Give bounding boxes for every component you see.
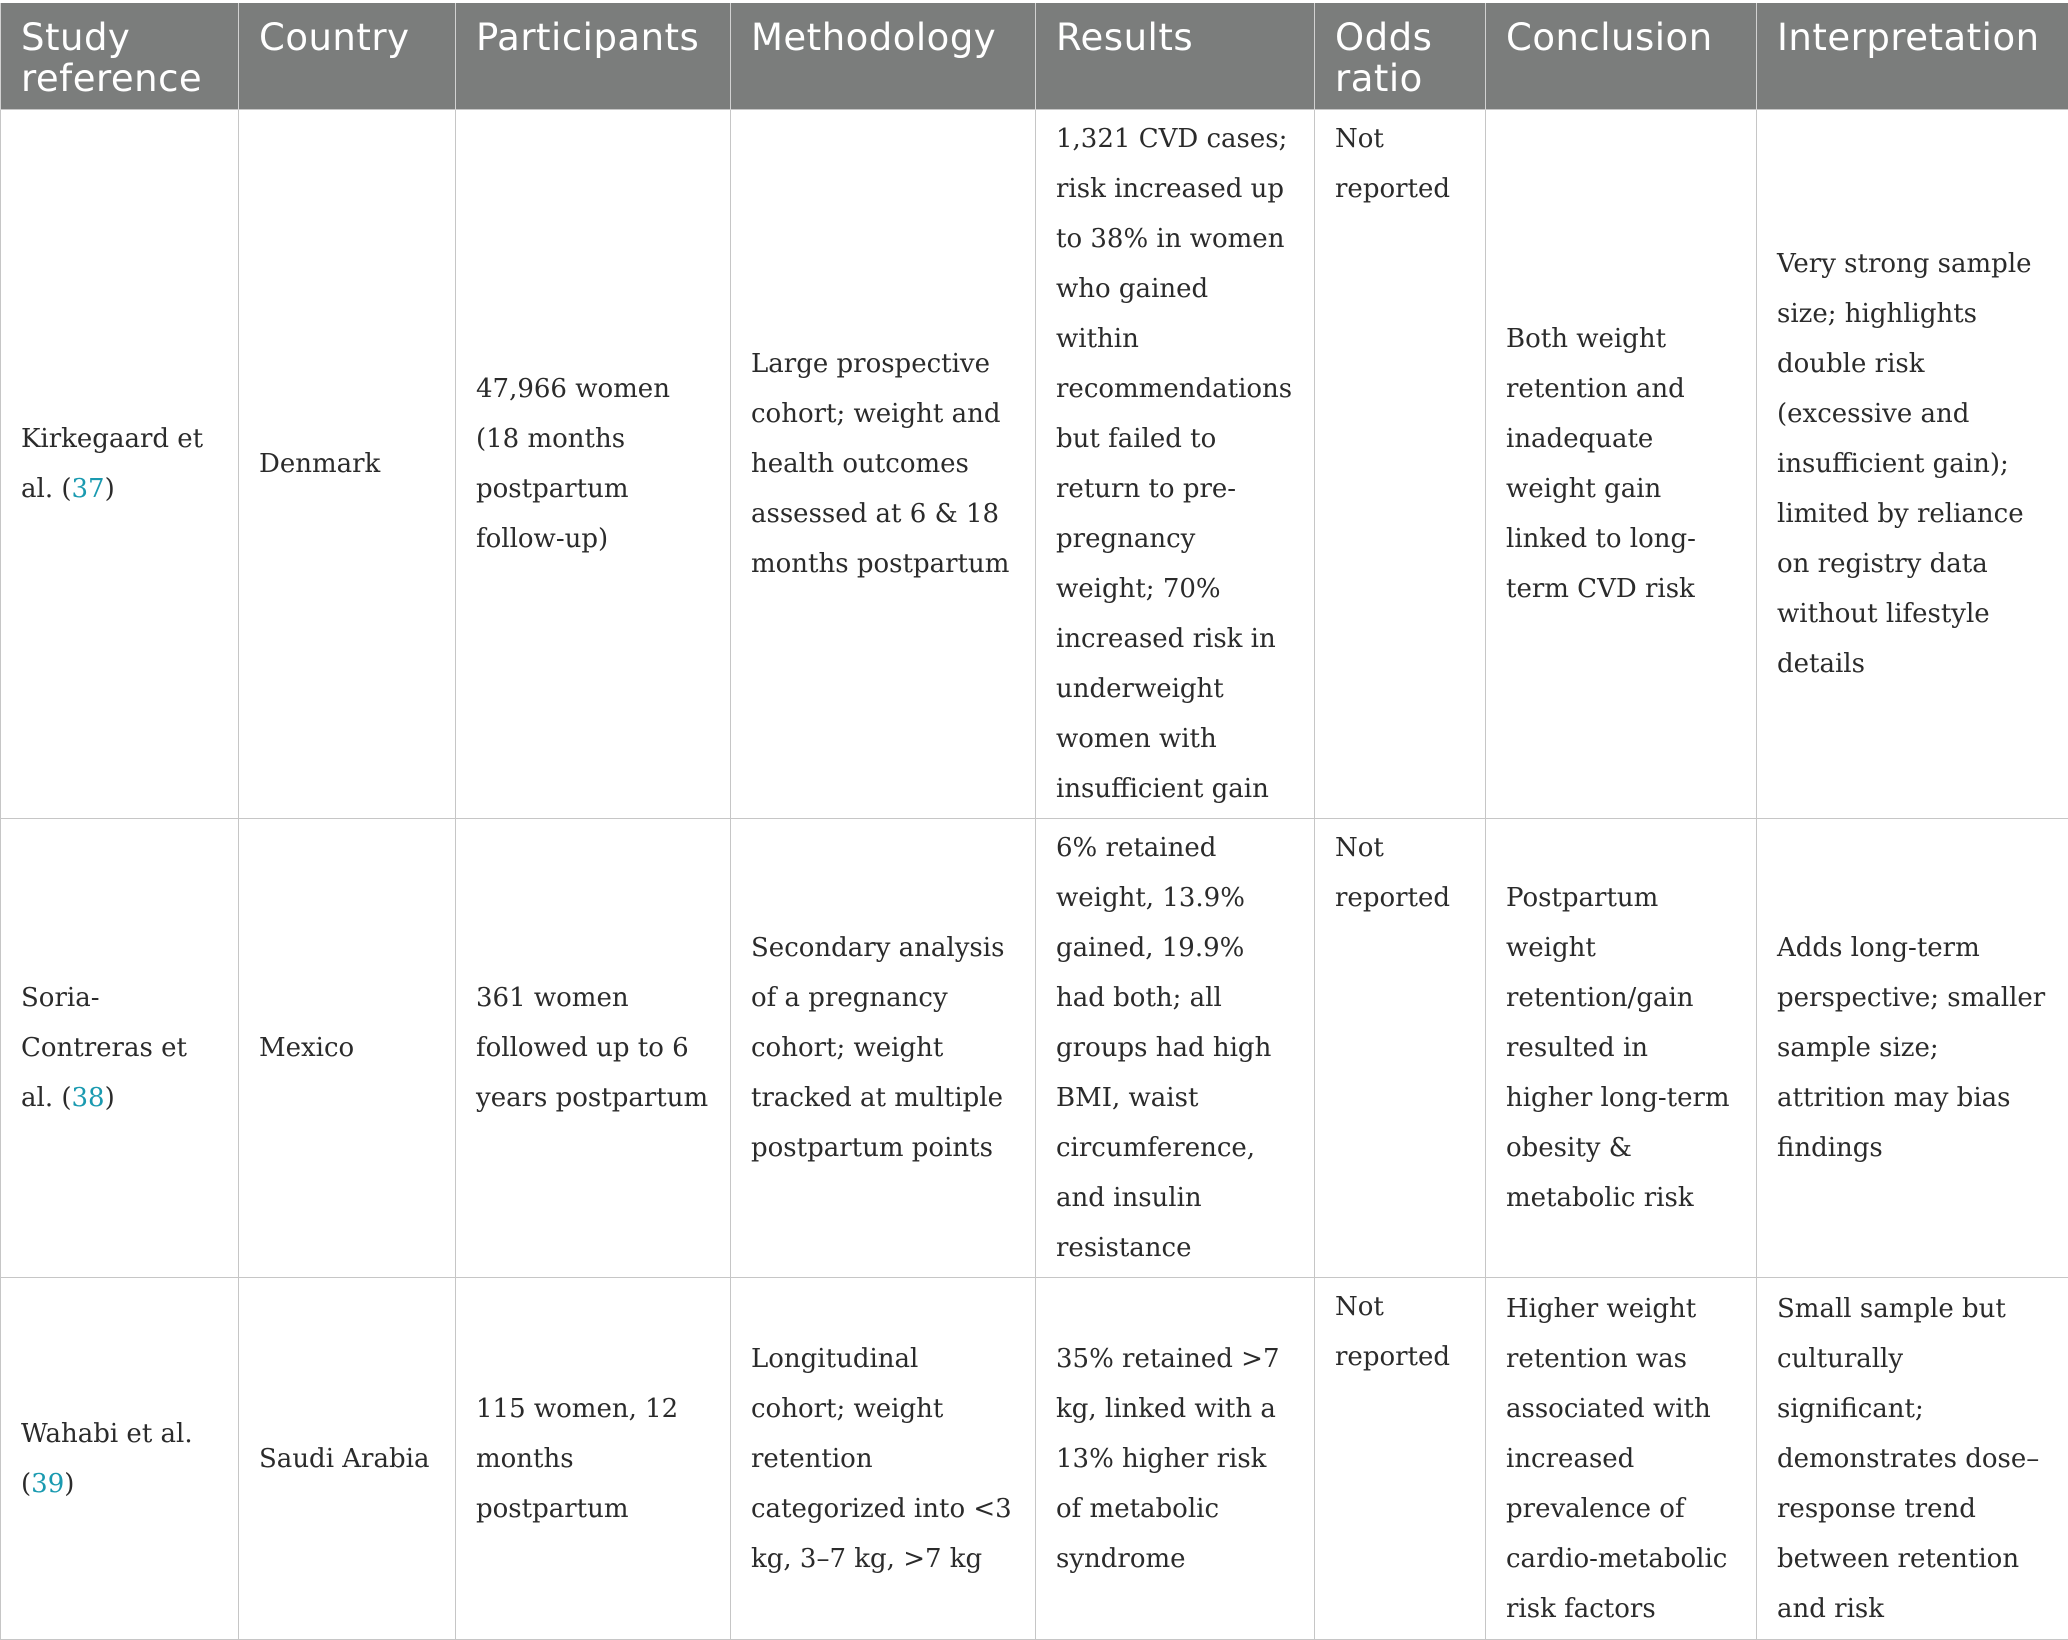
header-odds-ratio: Odds ratio [1315,3,1486,110]
header-methodology: Methodology [731,3,1036,110]
country-cell: Mexico [239,819,456,1278]
study-reference-cell: Soria-Contreras et al. (38) [1,819,239,1278]
citation-link[interactable]: 37 [72,474,105,504]
results-cell: 35% retained >7 kg, linked with a 13% higher risk of metabolic syndrome [1036,1278,1315,1640]
methodology-cell: Longitudinal cohort; weight retention categorized into <3 kg, 3–7 kg, >7 kg [731,1278,1036,1640]
conclusion-cell: Both weight retention and inadequate weight gain linked to long-term CVD risk [1486,110,1757,819]
odds-ratio-cell: Not reported [1315,1278,1486,1640]
conclusion-cell: Postpartum weight retention/gain resulted in higher long-term obesity & metabolic risk [1486,819,1757,1278]
header-results: Results [1036,3,1315,110]
header-conclusion: Conclusion [1486,3,1757,110]
header-interpretation: Interpretation [1757,3,2068,110]
results-cell: 1,321 CVD cases; risk increased up to 38% in women who gained within recommendations but failed to return to pre-pregnancy weight; 70% increased risk in underweight women with insufficient gain [1036,110,1315,819]
header-row [1,3,2068,110]
interpretation-cell: Small sample but culturally significant; demonstrates dose–response trend between retention and risk [1757,1278,2068,1640]
participants-cell: 361 women followed up to 6 years postpartum [456,819,731,1278]
table-row [1,1278,2068,1640]
table-row [1,819,2068,1278]
interpretation-cell: Adds long-term perspective; smaller sample size; attrition may bias findings [1757,819,2068,1278]
country-cell: Saudi Arabia [239,1278,456,1640]
odds-ratio-cell: Not reported [1315,819,1486,1278]
header-country: Country [239,3,456,110]
methodology-cell: Large prospective cohort; weight and health outcomes assessed at 6 & 18 months postpartum [731,110,1036,819]
study-reference-cell: Kirkegaard et al. (37) [1,110,239,819]
table-row [1,110,2068,819]
country-cell: Denmark [239,110,456,819]
header-participants: Participants [456,3,731,110]
header-study-reference: Study reference [1,3,239,110]
study-reference-cell: Wahabi et al. (39) [1,1278,239,1640]
results-cell: 6% retained weight, 13.9% gained, 19.9% had both; all groups had high BMI, waist circumference, and insulin resistance [1036,819,1315,1278]
methodology-cell: Secondary analysis of a pregnancy cohort; weight tracked at multiple postpartum points [731,819,1036,1278]
citation-link[interactable]: 39 [31,1469,64,1499]
interpretation-cell: Very strong sample size; highlights double risk (excessive and insufficient gain); limited by reliance on registry data without lifestyle details [1757,110,2068,819]
citation-link[interactable]: 38 [72,1083,105,1113]
conclusion-cell: Higher weight retention was associated with increased prevalence of cardio-metabolic risk factors [1486,1278,1757,1640]
participants-cell: 47,966 women (18 months postpartum follow-up) [456,110,731,819]
participants-cell: 115 women, 12 months postpartum [456,1278,731,1640]
odds-ratio-cell: Not reported [1315,110,1486,819]
study-table [0,3,2068,1640]
